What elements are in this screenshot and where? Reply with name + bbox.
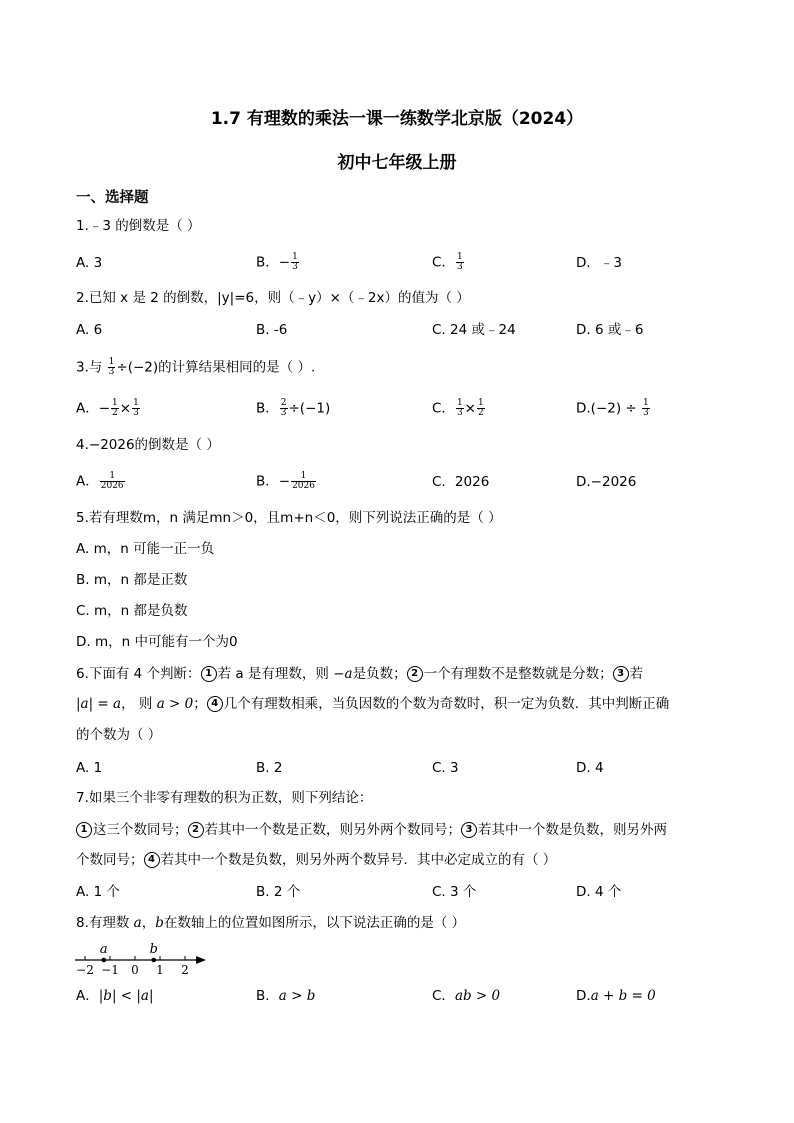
q6-stem-line3: 的个数为（ ） [76,727,162,743]
number-line-tick-label: 1 [156,963,164,977]
q6-option-d: D. 4 [576,760,604,776]
number-line-tick-label: −2 [76,963,94,977]
fraction: $\frac{1}{3}$ [456,398,463,418]
q7-option-c: C. 3 个 [432,884,477,900]
q2-stem: 2.已知 x 是 2 的倒数，|y|=6，则（﹣y）×（﹣2x）的值为（ ） [76,290,470,306]
q2-option-d: D. 6 或﹣6 [576,322,644,338]
q5-option-d: D. m，n 中可能有一个为0 [76,634,238,650]
q8-stem: 8.有理数 a，b在数轴上的位置如图所示，以下说法正确的是（ ） [76,915,466,931]
number-line-tick-label: 0 [131,963,139,977]
q1-option-b: B．− $\frac{1}{3}$ [256,252,298,272]
circled-number: 3 [613,666,629,682]
number-line-tick-label: 2 [181,963,189,977]
q3-option-d: D.(−2) ÷ $\frac{1}{3}$ [576,398,649,418]
fraction: $\frac{1}{3}$ [456,252,463,272]
circled-number: 4 [207,696,223,712]
q5-option-a: A. m，n 可能一正一负 [76,541,215,557]
q1-option-a: A. 3 [76,255,103,271]
point-a-label: a [99,942,108,957]
fraction: $\frac{1}{2}$ [477,398,484,418]
arrow-icon [196,956,206,964]
fraction: $\frac{1}{2026}$ [292,471,315,491]
circled-number: 3 [461,822,477,838]
q5-option-b: B. m，n 都是正数 [76,572,188,588]
q6-option-c: C. 3 [432,760,459,776]
fraction: $\frac{1}{3}$ [133,398,139,418]
circled-number: 2 [407,666,423,682]
q2-option-c: C. 24 或﹣24 [432,322,516,338]
page-subtitle: 初中七年级上册 [337,153,457,173]
q7-option-a: A. 1 个 [76,884,120,900]
q6-stem-line2: |a| = a， 则 a > 0； 4 几个有理数相乘，当负因数的个数为奇数时，积一定为负数．其中判断正确 [76,696,670,712]
circled-number: 1 [201,666,217,682]
q8-option-b: B．a > b [256,988,316,1004]
q5-stem: 5.若有理数m，n 满足mn＞0，且m+n＜0，则下列说法正确的是（ ） [76,510,502,526]
q1-option-d: D．﹣3 [576,255,622,271]
q3-option-b: B． $\frac{2}{3}$ ÷(−1) [256,398,331,418]
circled-number: 2 [188,822,204,838]
page-title: 1.7 有理数的乘法一课一练数学北京版（2024） [210,109,584,129]
q7-option-d: D. 4 个 [576,884,622,900]
q2-option-a: A. 6 [76,322,103,338]
q4-stem: 4.−2026的倒数是（ ） [76,437,220,453]
fraction: $\frac{1}{3}$ [292,252,298,272]
fraction: $\frac{1}{2026}$ [100,471,124,491]
fraction: $\frac{1}{3}$ [643,398,649,418]
q2-option-b: B. -6 [256,322,288,338]
q4-option-d: D.−2026 [576,474,637,490]
q6-stem-line1: 6.下面有 4 个判断： 1 若 a 是有理数，则 −a是负数； 2 一个有理数不是整数就是分数； 3 若 [76,666,644,682]
q6-option-a: A. 1 [76,760,103,776]
q7-statements-line1: 1 这三个数同号； 2 若其中一个数是正数，则另外两个数同号； 3 若其中一个数是负数，则另外两 [76,821,667,839]
fraction: $\frac{2}{3}$ [280,398,287,418]
q3-option-a: A．− $\frac{1}{2}$ × $\frac{1}{3}$ [76,398,139,418]
q1-stem: 1.﹣3 的倒数是（ ） [76,218,201,234]
q8-option-d: D.a + b = 0 [576,988,656,1004]
q7-option-b: B. 2 个 [256,884,301,900]
number-line-figure [72,938,212,978]
fraction: $\frac{1}{3}$ [108,357,115,377]
circled-number: 1 [76,822,92,838]
q7-statements-line2: 个数同号； 4 若其中一个数是负数，则另外两个数异号．其中必定成立的有（ ） [76,852,557,868]
circled-number: 4 [144,852,160,868]
point-a-marker [101,958,106,963]
point-b-marker [151,958,156,963]
q3-stem: 3.与 $\frac{1}{3}$ ÷(−2)的计算结果相同的是（ ）. [76,357,316,377]
q4-option-b: B．− $\frac{1}{2026}$ [256,471,315,491]
q1-option-c: C． $\frac{1}{3}$ [432,252,463,272]
q5-option-c: C. m，n 都是负数 [76,603,188,619]
point-b-label: b [149,942,158,957]
q4-option-a: A． $\frac{1}{2026}$ [76,471,124,491]
q4-option-c: C．2026 [432,474,490,490]
q3-option-c: C． $\frac{1}{3}$ × $\frac{1}{2}$ [432,398,484,418]
section-heading: 一、选择题 [76,190,149,206]
q8-option-c: C．ab > 0 [432,988,501,1004]
number-line-tick-label: −1 [101,963,119,977]
q7-stem: 7.如果三个非零有理数的积为正数，则下列结论： [76,790,373,806]
fraction: $\frac{1}{2}$ [112,398,118,418]
q6-option-b: B. 2 [256,760,283,776]
q8-option-a: A．|b| < |a| [76,988,154,1004]
